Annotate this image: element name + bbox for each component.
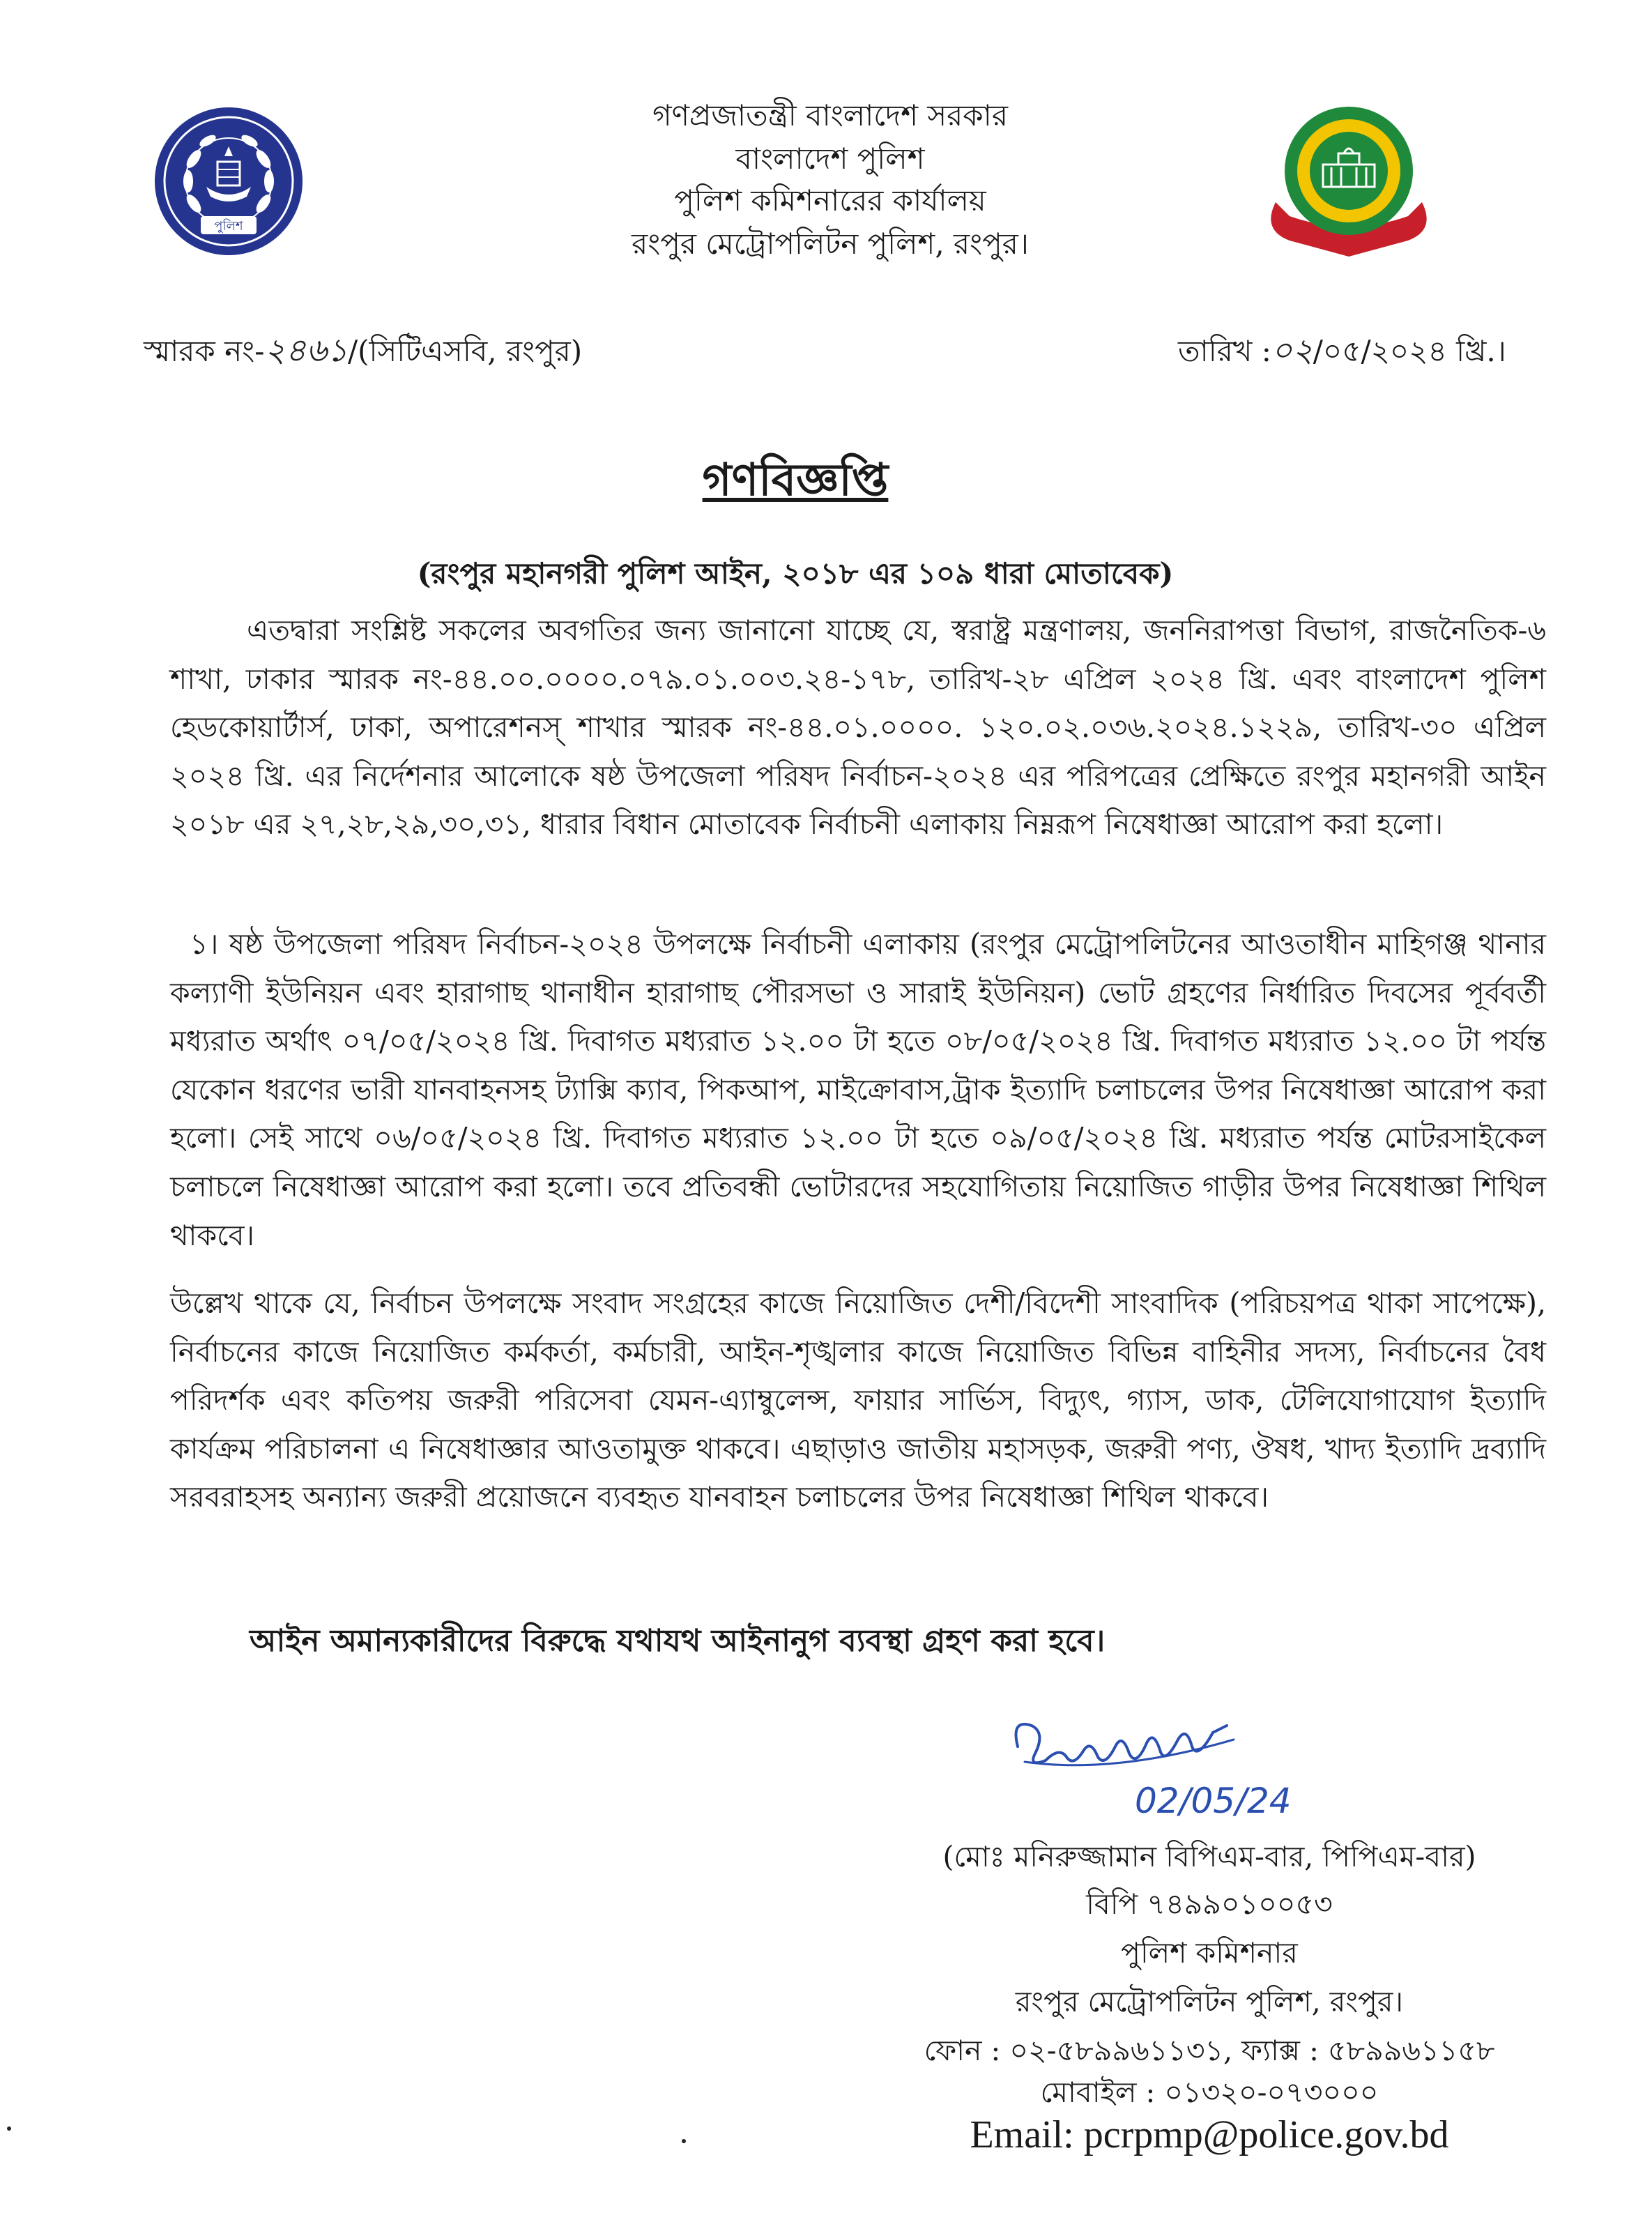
memo-reference — [144, 326, 582, 379]
warning-statement: আইন অমান্যকারীদের বিরুদ্ধে যথাযথ আইনানুগ ব্যবস্থা গ্রহণ করা হবে। — [250, 1623, 1106, 1659]
scan-speck — [7, 2126, 11, 2131]
header-rmp: রংপুর মেট্রোপলিটন পুলিশ, রংপুর। — [632, 227, 1029, 261]
point-2-paragraph: উল্লেখ থাকে যে, নির্বাচন উপলক্ষে সংবাদ সংগ্রহের কাজে নিয়োজিত দেশী/বিদেশী সাংবাদিক (পরিচয়পত্র থাকা সাপেক্ষে), নির্বাচনের কাজে নিয়োজিত কর্মকর্তা, কর্মচারী, আইন-শৃঙ্খলার কাজে নিয়োজিত বিভিন্ন বাহিনীর সদস্য, নির্বাচনের বৈধ পরিদর্শক এবং কতিপয় জরুরী পরিসেবা যেমন-এ্যাম্বুলেন্স, ফায়ার সার্ভিস, বিদ্যুৎ, গ্যাস, ডাক, টেলিযোগাযোগ ইত্যাদি কার্যক্রম পরিচালনা এ নিষেধাজ্ঞার আওতামুক্ত থাকবে। এছাড়াও জাতীয় মহাসড়ক, জরুরী পণ্য, ঔষধ, খাদ্য ইত্যাদি দ্রব্যাদি সরবরাহসহ অন্যান্য জরুরী প্রয়োজনে ব্যবহৃত যানবাহন চলাচলের উপর নিষেধাজ্ঞা শিথিল থাকবে। — [170, 1286, 1546, 1514]
memo-ref-prefix: স্মারক নং- — [144, 334, 265, 368]
point-1-text: ষষ্ঠ উপজেলা পরিষদ নির্বাচন-২০২৪ উপলক্ষে নির্বাচনী এলাকায় (রংপুর মেট্রোপলিটনের আওতাধীন মাহিগঞ্জ থানার কল্যাণী ইউনিয়ন এবং হারাগাছ থানাধীন হারাগাছ পৌরসভা ও সারাই ইউনিয়ন) ভোট গ্রহণের নির্ধারিত দিবসের পূর্ববর্তী মধ্যরাত অর্থাৎ ০৭/০৫/২০২৪ খ্রি. দিবাগত মধ্যরাত ১২.০০ টা হতে ০৮/০৫/২০২৪ খ্রি. দিবাগত মধ্যরাত ১২.০০ টা পর্যন্ত যেকোন ধরণের ভারী যানবাহনসহ ট্যাক্সি ক্যাব, পিকআপ, মাইক্রোবাস,ট্রাক ইত্যাদি চলাচলের উপর নিষেধাজ্ঞা আরোপ করা হলো। সেই সাথে ০৬/০৫/২০২৪ খ্রি. দিবাগত মধ্যরাত ১২.০০ টা হতে ০৯/০৫/২০২৪ খ্রি. মধ্যরাত পর্যন্ত মোটরসাইকেল চলাচলে নিষেধাজ্ঞা আরোপ করা হলো। তবে প্রতিবন্ধী ভোটারদের সহযোগিতায় নিয়োজিত গাড়ীর উপর নিষেধাজ্ঞা শিথিল থাকবে। — [170, 927, 1546, 1252]
header-office: পুলিশ কমিশনারের কার্যালয় — [674, 183, 986, 218]
point-1-number: ১। — [190, 927, 219, 961]
left-logo-text: পুলিশ — [214, 219, 243, 234]
signatory-name: (মোঃ মনিরুজ্জামান বিপিএম-বার, পিপিএম-বার) — [942, 1840, 1476, 1873]
point-1-paragraph — [170, 920, 1546, 1269]
contact-mobile: মোবাইল : ০১৩২০-০৭৩০০০ — [1040, 2076, 1379, 2109]
signatory-bp: বিপি ৭৪৯৯০১০০৫৩ — [1086, 1887, 1333, 1921]
memo-date-rest: /০৫/২০২৪ খ্রি.। — [1313, 334, 1506, 368]
intro-paragraph: এতদ্বারা সংশ্লিষ্ট সকলের অবগতির জন্য জানানো যাচ্ছে যে, স্বরাষ্ট্র মন্ত্রণালয়, জননিরাপত্তা বিভাগ, রাজনৈতিক-৬ শাখা, ঢাকার স্মারক নং-৪৪.০০.০০০০.০৭৯.০১.০০৩.২৪-১৭৮, তারিখ-২৮ এপ্রিল ২০২৪ খ্রি. এবং বাংলাদেশ পুলিশ হেডকোয়ার্টার্স, ঢাকা, অপারেশনস্ শাখার স্মারক নং-৪৪.০১.০০০০. ১২০.০২.০৩৬.২০২৪.১২২৯, তারিখ-৩০ এপ্রিল ২০২৪ খ্রি. এর নির্দেশনার আলোকে ষষ্ঠ উপজেলা পরিষদ নির্বাচন-২০২৪ এর পরিপত্রের প্রেক্ষিতে রংপুর মহানগরী আইন ২০১৮ এর ২৭,২৮,২৯,৩০,৩১, ধারার বিধান মোতাবেক নির্বাচনী এলাকায় নিম্নরূপ নিষেধাজ্ঞা আরোপ করা হলো। — [170, 614, 1546, 842]
memo-ref-number: ২৪৬১ — [264, 331, 348, 369]
memo-date-day: ০২ — [1271, 331, 1313, 369]
contact-phone-fax: ফোন : ০২-৫৮৯৯৬১১৩১, ফ্যাক্স : ৫৮৯৯৬১১৫৮ — [924, 2034, 1495, 2067]
signatory-designation: পুলিশ কমিশনার — [1121, 1936, 1298, 1970]
signature-handwritten — [1004, 1698, 1292, 1837]
header-police: বাংলাদেশ পুলিশ — [735, 142, 925, 176]
notice-subtitle: (রংপুর মহানগরী পুলিশ আইন, ২০১৮ এর ১০৯ ধারা মোতাবেক) — [417, 556, 1174, 591]
memo-date — [1178, 326, 1506, 379]
signatory-office: রংপুর মেট্রোপলিটন পুলিশ, রংপুর। — [1015, 1985, 1404, 2018]
scan-speck — [682, 2139, 686, 2143]
signature-date: 02/05/24 — [1135, 1781, 1292, 1821]
notice-title: গণবিজ্ঞপ্তি — [702, 454, 889, 506]
memo-date-prefix: তারিখ : — [1178, 334, 1271, 368]
contact-email: Email: pcrpmp@police.gov.bd — [970, 2113, 1449, 2156]
memo-ref-suffix: /(সিটিএসবি, রংপুর) — [347, 334, 583, 368]
header-government: গণপ্রজাতন্ত্রী বাংলাদেশ সরকার — [652, 98, 1008, 132]
